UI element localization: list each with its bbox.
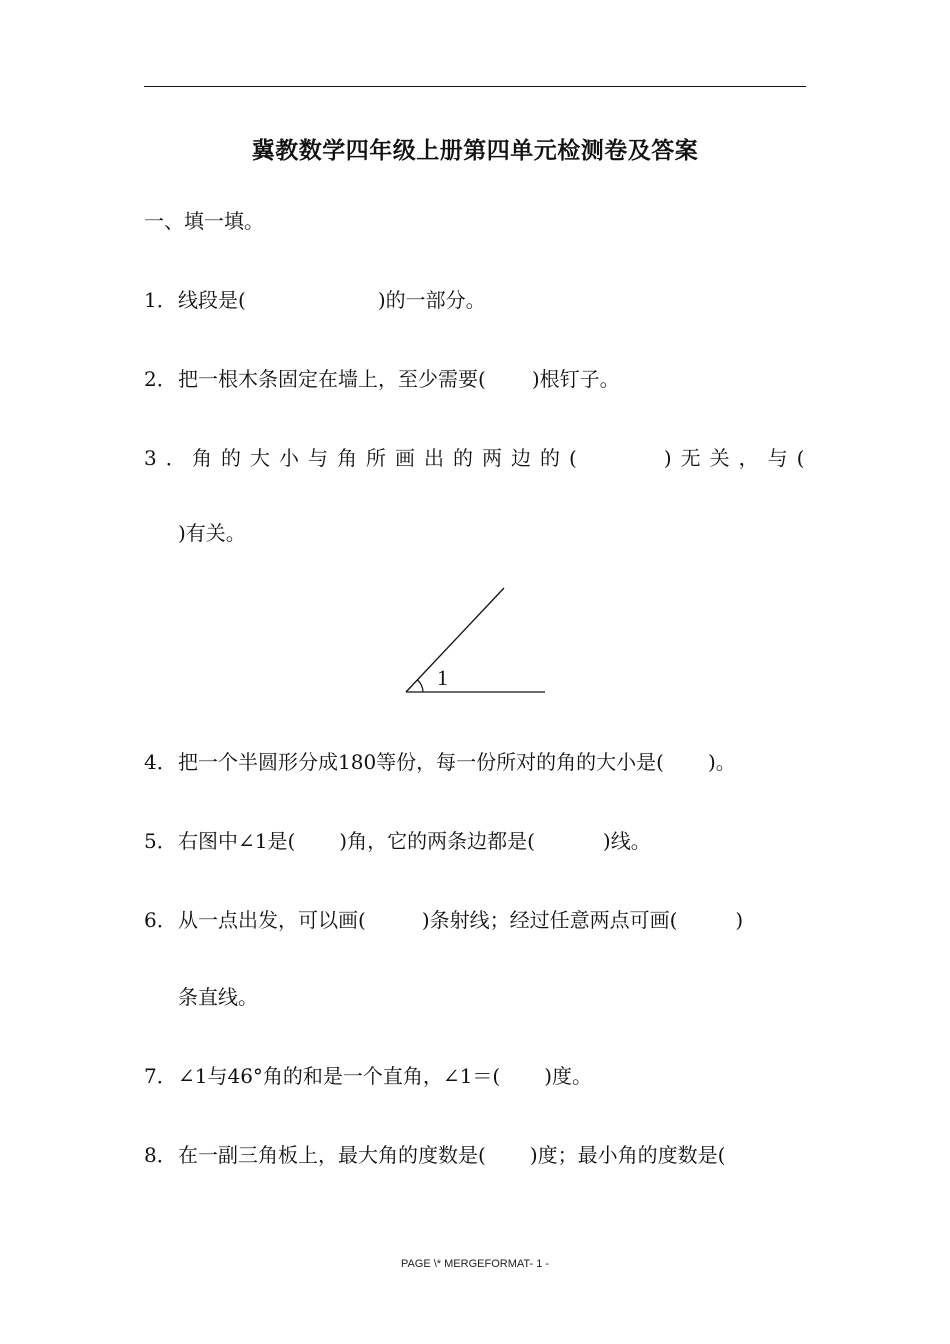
page-footer: PAGE \* MERGEFORMAT- 1 - xyxy=(400,1258,550,1270)
angle-arc xyxy=(418,680,423,692)
page-title: 冀教数学四年级上册第四单元检测卷及答案 xyxy=(251,138,699,164)
question-text: )角，它的两条边都是( xyxy=(339,829,535,853)
section-heading: 一、填一填。 xyxy=(144,209,264,233)
question-6-continued xyxy=(178,982,258,1012)
question-text: )度。 xyxy=(544,1064,593,1088)
question-1 xyxy=(144,285,486,315)
question-text: )线。 xyxy=(602,829,651,853)
question-text: ) xyxy=(735,908,744,932)
angle-figure xyxy=(400,582,550,698)
question-2 xyxy=(144,364,620,394)
question-7 xyxy=(144,1061,592,1091)
question-text: 右图中∠1是( xyxy=(178,829,296,853)
question-4 xyxy=(144,747,736,777)
question-text: 把一个半圆形分成180等份，每一份所对的角的大小是( xyxy=(178,750,664,774)
question-8 xyxy=(144,1140,725,1170)
question-number: 2． xyxy=(144,367,177,391)
question-5 xyxy=(144,826,651,856)
question-number: 1． xyxy=(144,288,177,312)
question-text: 条直线。 xyxy=(178,985,258,1009)
header-rule xyxy=(144,86,806,87)
question-text: )的一部分。 xyxy=(377,288,486,312)
question-number: 5． xyxy=(144,829,177,853)
question-text: 从一点出发，可以画( xyxy=(178,908,366,932)
question-text: ∠1与46°角的和是一个直角，∠1＝( xyxy=(178,1064,501,1088)
question-number: 4． xyxy=(144,750,177,774)
question-number: 6． xyxy=(144,908,177,932)
question-text: )度；最小角的度数是( xyxy=(529,1143,726,1167)
question-text: )。 xyxy=(707,750,736,774)
question-text: 线段是( xyxy=(178,288,246,312)
question-3 xyxy=(144,443,813,473)
question-text: 把一根木条固定在墙上，至少需要( xyxy=(178,367,486,391)
question-text: )无关，与( xyxy=(663,446,814,470)
question-text: 在一副三角板上，最大角的度数是( xyxy=(178,1143,486,1167)
question-text: 角的大小与角所画出的两边的( xyxy=(192,446,586,470)
question-number: 7． xyxy=(144,1064,177,1088)
angle-slanted-ray xyxy=(406,588,504,692)
question-text: )有关。 xyxy=(178,521,246,545)
angle-label: 1 xyxy=(437,665,448,690)
question-number: 8． xyxy=(144,1143,177,1167)
question-text: )条射线；经过任意两点可画( xyxy=(421,908,678,932)
question-6 xyxy=(144,905,806,935)
question-number: 3． xyxy=(144,446,195,470)
question-3-continued xyxy=(178,518,246,548)
question-text: )根钉子。 xyxy=(531,367,620,391)
